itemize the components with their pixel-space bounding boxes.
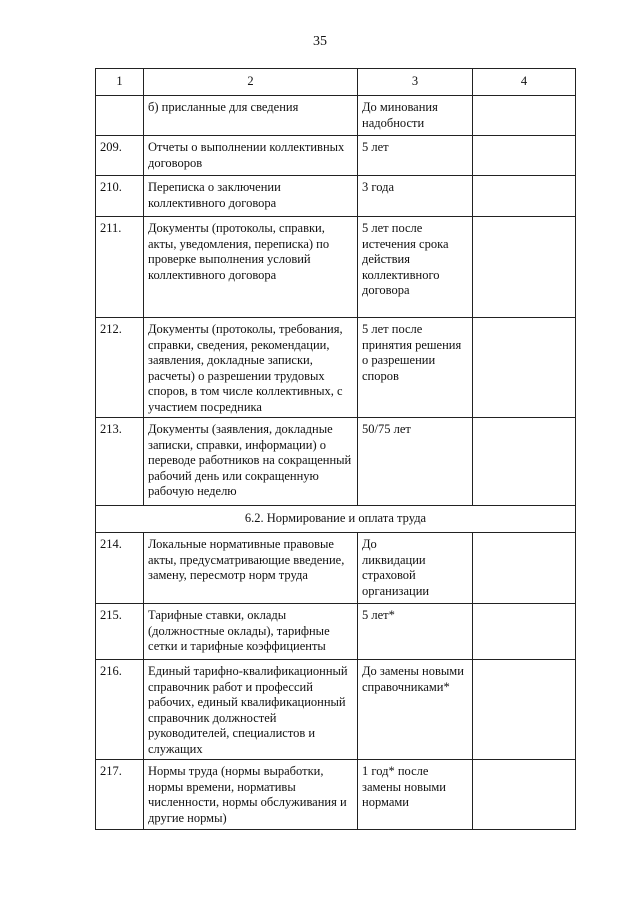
row-note [473,318,576,418]
row-period: 5 лет после истечения срока действия коллективного договора [358,217,473,318]
row-number: 214. [96,533,144,604]
row-number [96,96,144,136]
header-cell-4: 4 [473,69,576,96]
row-period: До минования надобности [358,96,473,136]
header-cell-1: 1 [96,69,144,96]
row-period: 1 год* после замены новыми нормами [358,760,473,830]
page-number: 35 [313,34,327,49]
header-cell-3: 3 [358,69,473,96]
row-period: 5 лет после принятия решения о разрешении споров [358,318,473,418]
table-row [96,318,576,418]
row-period: 3 года [358,176,473,217]
retention-schedule-table [95,68,576,830]
table-row [96,217,576,318]
row-title: Нормы труда (нормы выработки, нормы времени, нормативы численности, нормы обслуживания и другие нормы) [144,760,358,830]
table-row [96,604,576,660]
row-number: 210. [96,176,144,217]
row-period: 5 лет [358,136,473,176]
row-note [473,660,576,760]
table-row [96,760,576,830]
table-row [96,418,576,506]
row-period: До замены новыми справочниками* [358,660,473,760]
row-note [473,136,576,176]
row-number: 211. [96,217,144,318]
row-title: Отчеты о выполнении коллективных договоров [144,136,358,176]
row-note [473,604,576,660]
row-number: 209. [96,136,144,176]
row-note [473,217,576,318]
row-period: 50/75 лет [358,418,473,506]
table-row [96,136,576,176]
table-row [96,660,576,760]
table-row [96,96,576,136]
row-note [473,533,576,604]
row-number: 215. [96,604,144,660]
row-title: Единый тарифно-квалификационный справочник работ и профессий рабочих, единый квалификационный справочник должностей руководителей, специалистов и служащих [144,660,358,760]
row-number: 216. [96,660,144,760]
row-title: Документы (протоколы, справки, акты, уведомления, переписка) по проверке выполнения условий коллективного договора [144,217,358,318]
row-title: Локальные нормативные правовые акты, предусматривающие введение, замену, пересмотр норм труда [144,533,358,604]
header-row [96,69,576,96]
section-header-row [96,506,576,533]
table-row [96,533,576,604]
row-title: б) присланные для сведения [144,96,358,136]
row-period: 5 лет* [358,604,473,660]
row-note [473,96,576,136]
row-note [473,176,576,217]
table-row [96,176,576,217]
row-note [473,760,576,830]
row-number: 212. [96,318,144,418]
row-period: До ликвидации страховой организации [358,533,473,604]
row-title: Документы (заявления, докладные записки, справки, информации) о переводе работников на сокращенный рабочий день или сокращенную рабочую неделю [144,418,358,506]
row-number: 217. [96,760,144,830]
section-title: 6.2. Нормирование и оплата труда [96,506,576,533]
row-note [473,418,576,506]
row-number: 213. [96,418,144,506]
row-title: Тарифные ставки, оклады (должностные оклады), тарифные сетки и тарифные коэффициенты [144,604,358,660]
row-title: Переписка о заключении коллективного договора [144,176,358,217]
header-cell-2: 2 [144,69,358,96]
row-title: Документы (протоколы, требования, справки, сведения, рекомендации, заявления, докладные записки, расчеты) о разрешении трудовых споров, в том числе коллективных, с участием посредника [144,318,358,418]
